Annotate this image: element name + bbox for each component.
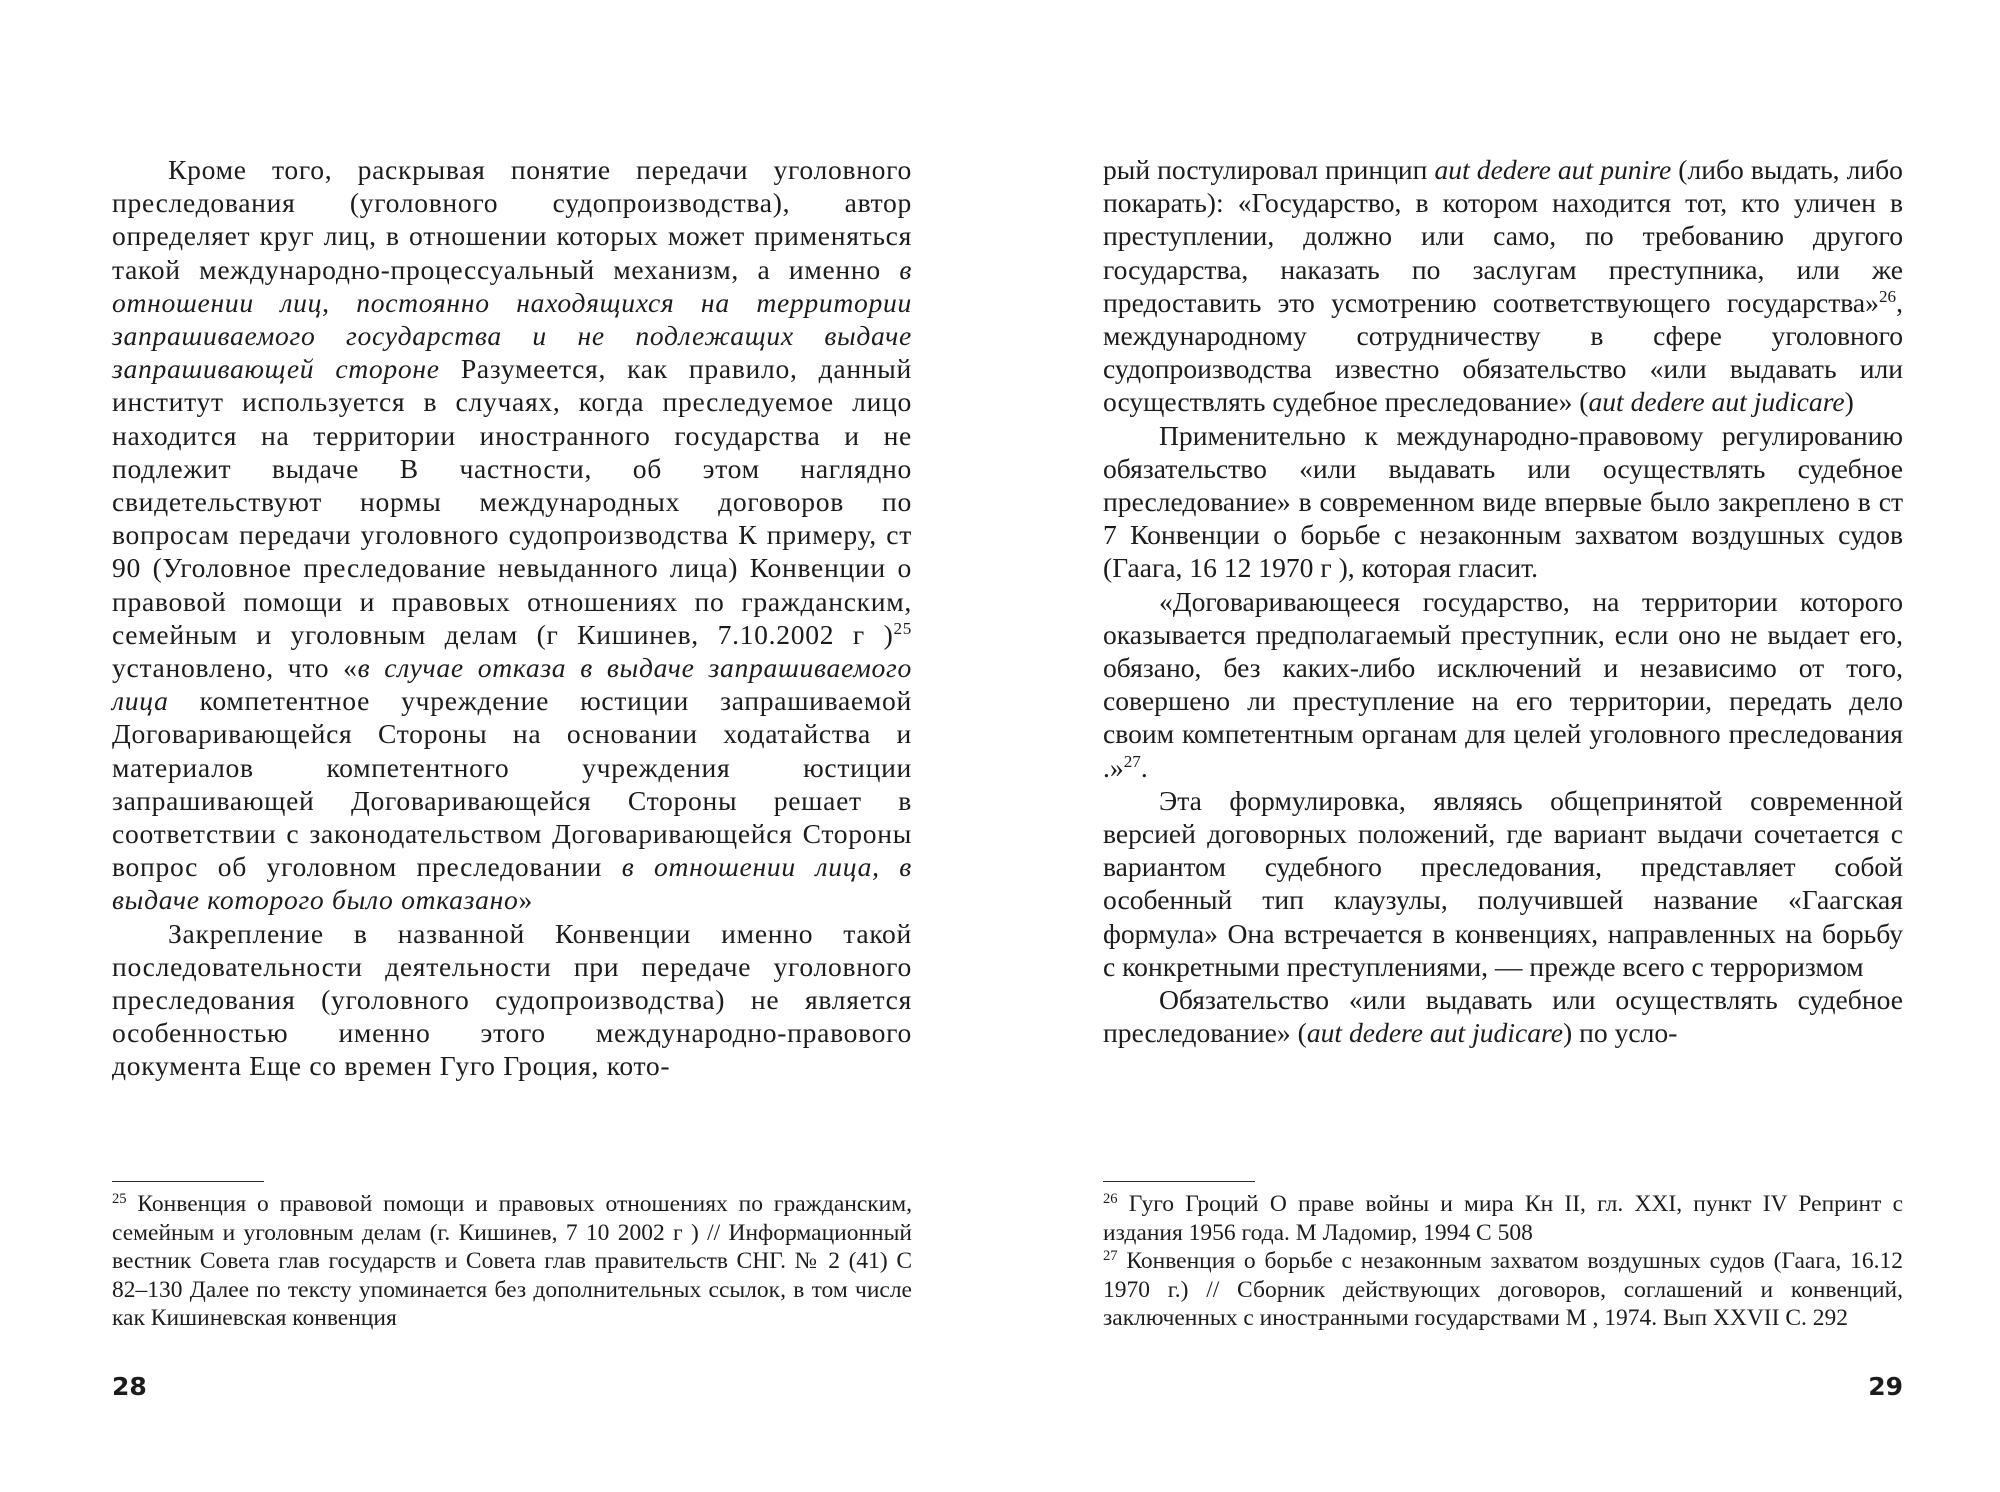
emphasis-text: aut dedere aut punire bbox=[1434, 154, 1672, 185]
footnote-rule bbox=[1103, 1181, 1255, 1182]
footnote bbox=[1103, 1190, 1903, 1247]
text-run: Гуго Гроций О праве войны и мира Кн II, гл. XXI, пункт IV Репринт с издания 1956 года. М Ладомир, 1994 С 508 bbox=[1103, 1191, 1903, 1246]
text-run: Конвенция о борьбе с незаконным захватом воздушных судов (Гаага, 16.12 1970 г.) // Сборник действующих договоров, соглашений и конвенций, заключенных с иностранными государствами М , 1974. Вып XXVII С. 292 bbox=[1103, 1248, 1903, 1332]
page-left bbox=[112, 0, 912, 1492]
text-run: » bbox=[518, 884, 534, 916]
footnote-ref: 26 bbox=[1103, 1191, 1118, 1207]
emphasis-text: aut dedere aut judicare bbox=[1306, 1017, 1564, 1049]
text-run: (либо выдать, либо покарать): «Государство, в котором находится тот, кто уличен в преступлении, должно или само, по требованию другого государства, наказать по заслугам преступника, или же предоставить это усмотрению соответствующего государства» bbox=[1103, 154, 1903, 318]
emphasis-text: aut dedere aut judicare bbox=[1588, 386, 1845, 418]
page-number-left: 28 bbox=[112, 1372, 147, 1401]
paragraph bbox=[1103, 153, 1903, 419]
page-right-body bbox=[1103, 153, 1903, 1049]
page-right bbox=[1103, 0, 1903, 1492]
paragraph bbox=[1103, 419, 1903, 585]
footnote bbox=[1103, 1247, 1903, 1333]
footnote-ref: 27 bbox=[1103, 1248, 1118, 1265]
paragraph bbox=[112, 917, 912, 1083]
footnote-ref: 25 bbox=[112, 1191, 127, 1207]
footnote-ref: 25 bbox=[893, 619, 912, 639]
paragraph bbox=[1103, 784, 1903, 983]
text-run: рый постулировал принцип bbox=[1103, 154, 1435, 185]
text-run: компетентное учреждение юстиции запрашиваемой Договаривающейся Стороны на основании ходатайства и материалов компетентного учреждения юстиции запрашивающей Договаривающейся Стороны решает в соответствии с законодательством Договаривающейся Стороны вопрос об уголовном преследовании bbox=[112, 685, 912, 883]
text-run: «Договаривающееся государство, на территории которого оказывается предполагаемый преступник, если оно не выдает его, обязано, без каких-либо исключений и независимо от того, совершено ли преступление на его территории, передать дело своим компетентным органам для целей уголовного преследования .» bbox=[1103, 585, 1903, 783]
text-run: . bbox=[1140, 751, 1148, 783]
page-left-footnotes bbox=[112, 1190, 912, 1333]
footnote-rule bbox=[112, 1181, 264, 1182]
paragraph bbox=[1103, 983, 1903, 1049]
emphasis-text: в случае отказа в выдаче запрашиваемого лица bbox=[112, 652, 912, 717]
emphasis-text: в отношении лица, в выдаче которого было отказано bbox=[112, 851, 912, 916]
text-run: Кроме того, раскрывая понятие передачи уголовного преследования (уголовного судопроизводства), автор определяет круг лиц, в отношении которых может применяться такой международно-процессуальный механизм, а именно bbox=[112, 154, 912, 285]
text-run: Конвенция о правовой помощи и правовых отношениях по гражданским, семейным и уголовным делам (г. Кишинев, 7 10 2002 г ) // Информационный вестник Совета глав государств и Совета глав правительств СНГ. № 2 (41) С 82–130 Далее по тексту упоминается без дополнительных ссылок, в том числе как Кишиневская конвенция bbox=[112, 1191, 912, 1332]
text-run: Закрепление в названной Конвенции именно такой последовательности деятельности при передаче уголовного преследования (уголовного судопроизводства) не является особенностью именно этого международно-правового документа Еще со времен Гуго Гроция, кото- bbox=[112, 917, 912, 1082]
page-number-right: 29 bbox=[1868, 1372, 1903, 1401]
footnote bbox=[112, 1190, 912, 1333]
footnote-ref: 26 bbox=[1878, 287, 1897, 307]
text-run: ) по усло- bbox=[1563, 1017, 1678, 1049]
paragraph bbox=[112, 153, 912, 917]
text-run: Эта формулировка, являясь общепринятой современной версией договорных положений, где вариант выдачи сочетается с вариантом судебного преследования, представляет собой особенный тип клаузулы, получившей название «Гаагская формула» Она встречается в конвенциях, направленных на борьбу с конкретными преступлениями, — прежде всего с терроризмом bbox=[1103, 784, 1903, 982]
text-run: Обязательство «или выдавать или осуществлять судебное преследование» ( bbox=[1103, 984, 1903, 1049]
text-run: установлено, что « bbox=[112, 652, 358, 684]
text-run: Применительно к международно-правовому регулированию обязательство «или выдавать или осуществлять судебное преследование» в современном виде впервые было закреплено в ст 7 Конвенции о борьбе с незаконным захватом воздушных судов (Гаага, 16 12 1970 г ), которая гласит. bbox=[1103, 419, 1903, 584]
text-run: ) bbox=[1844, 386, 1854, 418]
text-run: , международному сотрудничеству в сфере уголовного судопроизводства известно обязательство «или выдавать или осуществлять судебное преследование» ( bbox=[1103, 286, 1903, 418]
page-right-footnotes bbox=[1103, 1190, 1903, 1333]
page-left-body bbox=[112, 153, 912, 1083]
text-run: Разумеется, как правило, данный институт используется в случаях, когда преследуемое лицо находится на территории иностранного государства и не подлежит выдаче В частности, об этом наглядно свидетельствуют нормы международных договоров по вопросам передачи уголовного судопроизводства К примеру, ст 90 (Уголовное преследование невыданного лица) Конвенции о правовой помощи и правовых отношениях по гражданским, семейным и уголовным делам (г Кишинев, 7.10.2002 г ) bbox=[112, 353, 912, 650]
footnote-ref: 27 bbox=[1123, 752, 1141, 772]
emphasis-text: в отношении лиц, постоянно находящихся на территории запрашиваемого государства и не подлежащих выдаче запрашивающей стороне bbox=[112, 253, 912, 385]
paragraph bbox=[1103, 585, 1903, 784]
